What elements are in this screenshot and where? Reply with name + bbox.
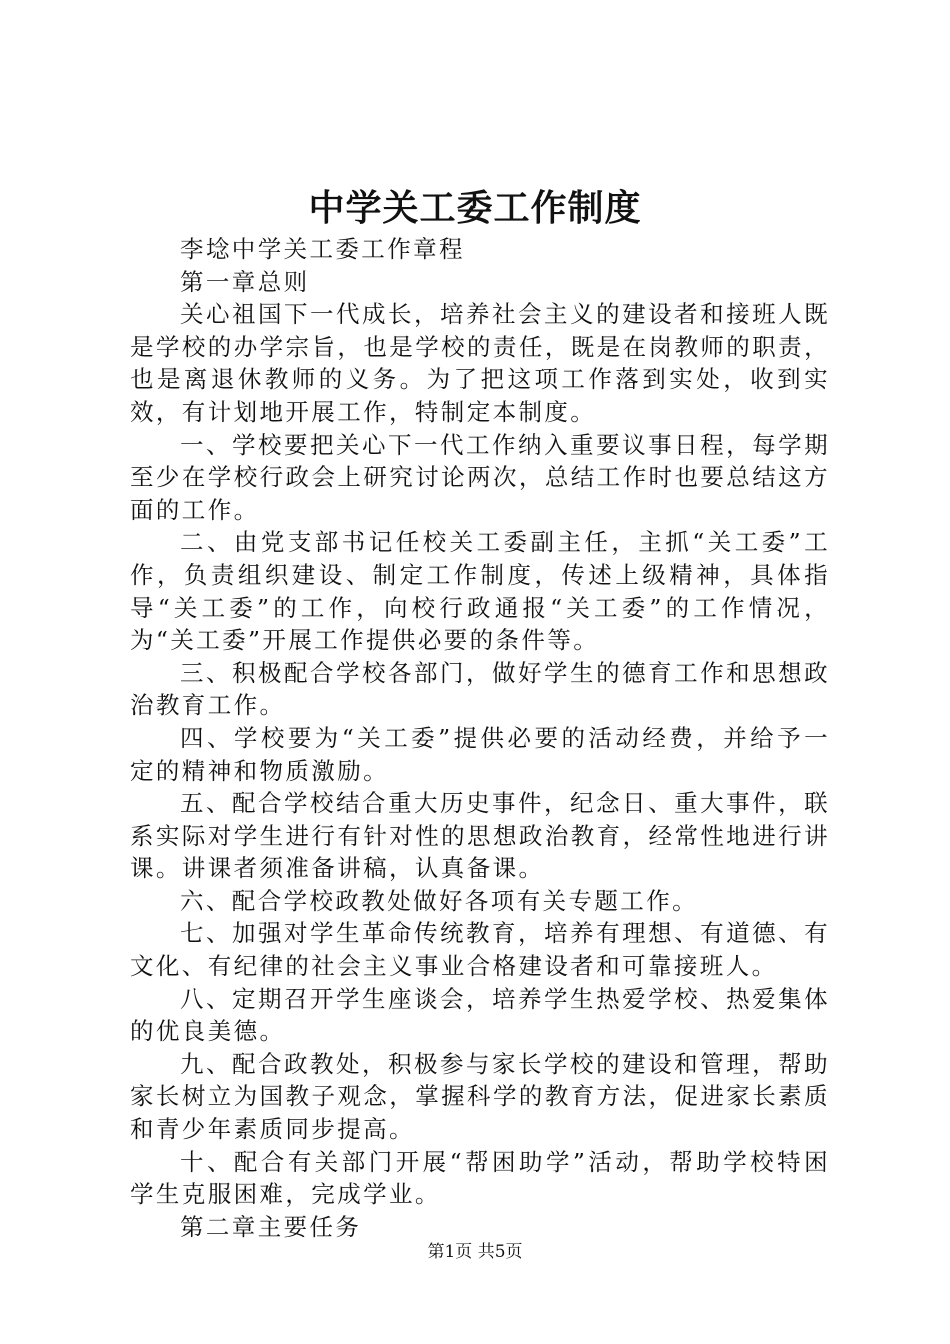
subtitle-paragraph: 李埝中学关工委工作章程 bbox=[180, 235, 465, 263]
body-paragraph: 一、学校要把关心下一代工作纳入重要议事日程，每学期至少在学校行政会上研究讨论两次，总结工作时也要总结这方面的工作。 bbox=[130, 430, 830, 524]
page-footer: 第1页 共5页 bbox=[427, 1242, 523, 1262]
body-paragraph: 四、学校要为“关工委”提供必要的活动经费，并给予一定的精神和物质激励。 bbox=[130, 723, 830, 785]
page-title: 中学关工委工作制度 bbox=[308, 187, 642, 229]
document-body bbox=[130, 233, 830, 1243]
body-paragraph: 七、加强对学生革命传统教育，培养有理想、有道德、有文化、有纪律的社会主义事业合格建设者和可靠接班人。 bbox=[130, 919, 830, 981]
body-paragraph: 关心祖国下一代成长，培养社会主义的建设者和接班人既是学校的办学宗旨，也是学校的责任，既是在岗教师的职责，也是离退休教师的义务。为了把这项工作落到实处，收到实效，有计划地开展工作，特制定本制度。 bbox=[130, 300, 830, 426]
body-paragraph: 六、配合学校政教处做好各项有关专题工作。 bbox=[180, 886, 698, 915]
body-paragraph: 二、由党支部书记任校关工委副主任，主抓“关工委”工作，负责组织建设、制定工作制度，传述上级精神，具体指导“关工委”的工作，向校行政通报“关工委”的工作情况，为“关工委”开展工作提供必要的条件等。 bbox=[130, 528, 830, 655]
body-paragraph: 三、积极配合学校各部门，做好学生的德育工作和思想政治教育工作。 bbox=[130, 658, 830, 720]
body-paragraph: 五、配合学校结合重大历史事件，纪念日、重大事件，联系实际对学生进行有针对性的思想政治教育，经常性地进行讲课。讲课者须准备讲稿，认真备课。 bbox=[130, 789, 830, 883]
chapter-heading: 第二章主要任务 bbox=[180, 1212, 362, 1241]
body-paragraph: 十、配合有关部门开展“帮困助学”活动，帮助学校特困学生克服困难，完成学业。 bbox=[130, 1147, 830, 1209]
chapter-heading: 第一章总则 bbox=[180, 267, 310, 296]
body-paragraph: 九、配合政教处，积极参与家长学校的建设和管理，帮助家长树立为国教子观念，掌握科学的教育方法，促进家长素质和青少年素质同步提高。 bbox=[130, 1049, 830, 1144]
body-paragraph: 八、定期召开学生座谈会，培养学生热爱学校、热爱集体的优良美德。 bbox=[130, 984, 830, 1046]
